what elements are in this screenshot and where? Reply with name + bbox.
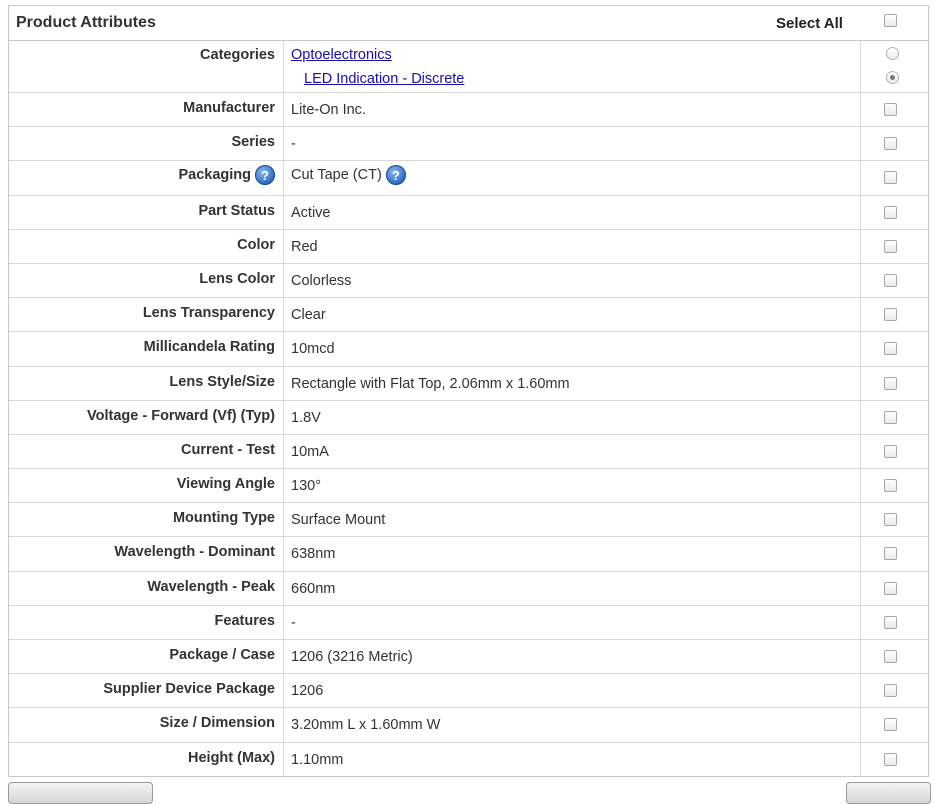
attribute-checkbox[interactable] [884, 616, 897, 629]
attribute-value [291, 752, 343, 768]
attribute-label-text: Current - Test [181, 441, 275, 458]
table-row [9, 572, 928, 606]
attribute-value-text: 638nm [291, 546, 336, 563]
attribute-label [9, 442, 275, 458]
attribute-value-text: 660nm [291, 580, 336, 597]
attribute-label [9, 510, 275, 526]
attribute-label [9, 339, 275, 355]
attribute-checkbox[interactable] [884, 411, 897, 424]
category-link-level1[interactable]: Optoelectronics [291, 47, 392, 63]
attribute-value-text: 1.10mm [291, 751, 344, 768]
attribute-label [9, 681, 275, 697]
attribute-label [9, 305, 275, 321]
table-row [9, 469, 928, 503]
attribute-value [291, 165, 406, 185]
question-icon[interactable]: ? [255, 165, 275, 185]
attribute-label [9, 203, 275, 219]
attribute-value-text: 10mcd [291, 341, 335, 358]
attribute-value [291, 444, 329, 460]
attribute-label [9, 374, 275, 390]
attribute-checkbox[interactable] [884, 103, 897, 116]
table-row-categories [9, 41, 928, 93]
attribute-label-text: Lens Color [199, 270, 275, 287]
attribute-label-text: Manufacturer [183, 100, 275, 116]
attribute-checkbox[interactable] [884, 137, 897, 150]
table-row [9, 640, 928, 674]
table-row [9, 674, 928, 708]
table-row [9, 298, 928, 332]
attribute-label-text: Series [231, 134, 275, 151]
attribute-checkbox[interactable] [884, 240, 897, 253]
attribute-label-text: Supplier Device Package [103, 681, 275, 698]
attribute-value [291, 649, 413, 665]
table-row [9, 435, 928, 469]
attribute-label [9, 134, 275, 150]
category-radio-level2[interactable] [886, 71, 899, 84]
attribute-value [291, 581, 335, 597]
attribute-value [291, 205, 331, 221]
attribute-value-text: Lite-On Inc. [291, 102, 366, 118]
table-row [9, 537, 928, 571]
table-row [9, 127, 928, 161]
attribute-value [291, 410, 321, 426]
attribute-label-text: Part Status [198, 202, 275, 219]
attribute-label-text: Packaging [178, 167, 251, 184]
attribute-label [9, 750, 275, 766]
attribute-label [9, 544, 275, 560]
attribute-value-text: 1.8V [291, 409, 321, 426]
bottom-right-button[interactable] [846, 782, 931, 804]
categories-label: Categories [200, 47, 275, 63]
attribute-checkbox[interactable] [884, 547, 897, 560]
attribute-table [9, 41, 928, 777]
attribute-label-text: Viewing Angle [176, 476, 275, 493]
attribute-label [9, 237, 275, 253]
attribute-value-text: Cut Tape (CT) [291, 167, 382, 184]
attribute-value-text: 10mA [291, 443, 329, 460]
attribute-value [291, 376, 570, 392]
attribute-label-text: Mounting Type [172, 510, 275, 527]
select-all-checkbox[interactable] [884, 14, 897, 27]
attribute-value [291, 239, 318, 255]
attribute-value-text: - [291, 614, 296, 631]
attribute-value [291, 683, 323, 699]
category-link-level2[interactable]: LED Indication - Discrete [304, 71, 465, 87]
attribute-value-text: 1206 [291, 683, 324, 700]
attribute-label-text: Lens Style/Size [169, 373, 275, 390]
attribute-value [291, 307, 326, 323]
attribute-value [291, 615, 296, 631]
attribute-value-text: Clear [291, 307, 326, 324]
product-attributes-panel [8, 5, 929, 777]
attribute-checkbox[interactable] [884, 377, 897, 390]
attribute-label-text: Package / Case [169, 647, 275, 663]
panel-title: Product Attributes [16, 14, 156, 31]
attribute-value [291, 136, 296, 152]
attribute-label [9, 271, 275, 287]
attribute-label-text: Features [214, 612, 275, 629]
table-row [9, 708, 928, 742]
attribute-value [291, 102, 366, 118]
attribute-label-text: Wavelength - Dominant [114, 544, 275, 561]
attribute-label [9, 476, 275, 492]
attribute-value [291, 478, 321, 494]
attribute-value [291, 546, 335, 562]
attribute-checkbox[interactable] [884, 274, 897, 287]
attribute-value [291, 341, 335, 357]
table-row [9, 264, 928, 298]
attribute-checkbox[interactable] [884, 206, 897, 219]
attribute-checkbox[interactable] [884, 479, 897, 492]
attribute-checkbox[interactable] [884, 308, 897, 321]
attribute-value-text: 130° [291, 478, 321, 495]
table-row [9, 606, 928, 640]
attribute-label-text: Lens Transparency [142, 305, 275, 322]
attribute-value-text: Active [291, 204, 331, 221]
table-row [9, 401, 928, 435]
attribute-checkbox[interactable] [884, 753, 897, 766]
attribute-label [9, 647, 275, 663]
attribute-checkbox[interactable] [884, 171, 897, 184]
attribute-value [291, 273, 351, 289]
table-row [9, 93, 928, 127]
panel-header [9, 6, 928, 41]
attribute-value-text: 3.20mm L x 1.60mm W [291, 717, 441, 734]
attribute-label-text: Size / Dimension [159, 715, 275, 732]
attribute-label [9, 100, 275, 116]
attribute-checkbox[interactable] [884, 342, 897, 355]
attribute-value-text: Red [291, 238, 318, 255]
bottom-left-button[interactable] [8, 782, 153, 804]
attribute-label [9, 165, 275, 185]
attribute-label [9, 408, 275, 424]
select-all-label: Select All [776, 15, 843, 32]
attribute-value [291, 512, 385, 528]
attribute-label [9, 613, 275, 629]
table-row [9, 196, 928, 230]
attribute-label [9, 579, 275, 595]
attribute-checkbox[interactable] [884, 445, 897, 458]
attribute-label [9, 715, 275, 731]
attribute-value-text: 1206 (3216 Metric) [291, 649, 413, 665]
attribute-label-text: Height (Max) [188, 749, 275, 766]
attribute-value [291, 717, 440, 733]
table-row [9, 743, 928, 777]
attribute-checkbox[interactable] [884, 582, 897, 595]
attribute-value-text: Colorless [291, 272, 352, 289]
attribute-value-text: Surface Mount [291, 512, 386, 529]
attribute-label-text: Wavelength - Peak [147, 578, 275, 595]
table-row [9, 367, 928, 401]
attribute-checkbox[interactable] [884, 684, 897, 697]
table-row [9, 230, 928, 264]
attribute-label-text: Millicandela Rating [143, 339, 275, 356]
attribute-label-text: Color [237, 236, 275, 253]
attribute-checkbox[interactable] [884, 650, 897, 663]
question-icon[interactable]: ? [386, 165, 406, 185]
table-row [9, 503, 928, 537]
table-row [9, 161, 928, 195]
attribute-value-text: - [291, 136, 296, 153]
attribute-checkbox[interactable] [884, 718, 897, 731]
attribute-value-text: Rectangle with Flat Top, 2.06mm x 1.60mm [291, 375, 570, 392]
attribute-checkbox[interactable] [884, 513, 897, 526]
table-row [9, 332, 928, 366]
attribute-label-text: Voltage - Forward (Vf) (Typ) [87, 407, 275, 424]
category-radio-level1[interactable] [886, 47, 899, 60]
